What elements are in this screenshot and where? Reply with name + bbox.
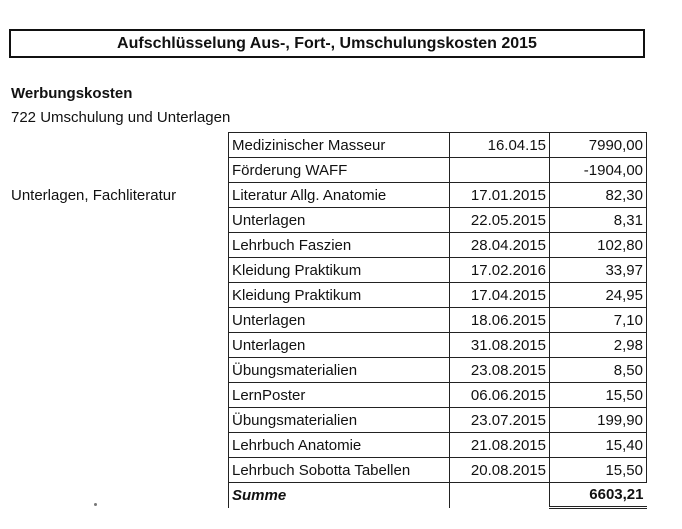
table-row (229, 233, 647, 258)
row-description: Förderung WAFF (229, 158, 450, 183)
table-row (229, 358, 647, 383)
row-date: 17.04.2015 (450, 283, 550, 308)
row-date: 16.04.15 (450, 133, 550, 158)
row-date: 17.02.2016 (450, 258, 550, 283)
row-amount: 15,50 (550, 458, 647, 483)
row-amount: 15,50 (550, 383, 647, 408)
row-description: LernPoster (229, 383, 450, 408)
table-row (229, 133, 647, 158)
row-amount: 24,95 (550, 283, 647, 308)
table-row (229, 383, 647, 408)
row-date: 18.06.2015 (450, 308, 550, 333)
row-description: Lehrbuch Anatomie (229, 433, 450, 458)
row-description: Übungsmaterialien (229, 358, 450, 383)
sum-amount: 6603,21 (550, 483, 647, 508)
row-amount: 199,90 (550, 408, 647, 433)
row-date: 31.08.2015 (450, 333, 550, 358)
row-description: Lehrbuch Faszien (229, 233, 450, 258)
sum-row (229, 483, 647, 508)
row-amount: 8,31 (550, 208, 647, 233)
row-date: 06.06.2015 (450, 383, 550, 408)
row-amount: 7,10 (550, 308, 647, 333)
cost-table (228, 132, 647, 509)
row-description: Medizinischer Masseur (229, 133, 450, 158)
category-label: Unterlagen, Fachliteratur (11, 187, 177, 204)
cost-table-body (229, 133, 647, 508)
scan-speck (94, 503, 97, 506)
row-description: Kleidung Praktikum (229, 283, 450, 308)
document-title-box (9, 29, 645, 58)
sum-date-empty (450, 483, 550, 508)
row-date: 23.08.2015 (450, 358, 550, 383)
row-amount: 2,98 (550, 333, 647, 358)
table-row (229, 408, 647, 433)
row-description: Übungsmaterialien (229, 408, 450, 433)
table-row (229, 458, 647, 483)
row-amount: 8,50 (550, 358, 647, 383)
table-row (229, 333, 647, 358)
row-date (450, 158, 550, 183)
sum-label: Summe (229, 483, 450, 508)
table-row (229, 308, 647, 333)
table-row (229, 258, 647, 283)
row-date: 23.07.2015 (450, 408, 550, 433)
row-date: 22.05.2015 (450, 208, 550, 233)
table-row (229, 283, 647, 308)
table-row (229, 183, 647, 208)
row-amount: 15,40 (550, 433, 647, 458)
row-date: 21.08.2015 (450, 433, 550, 458)
row-amount: 102,80 (550, 233, 647, 258)
row-description: Literatur Allg. Anatomie (229, 183, 450, 208)
row-description: Unterlagen (229, 208, 450, 233)
row-date: 20.08.2015 (450, 458, 550, 483)
sub-heading: 722 Umschulung und Unterlagen (11, 109, 231, 126)
row-description: Unterlagen (229, 308, 450, 333)
table-row (229, 158, 647, 183)
document-title: Aufschlüsselung Aus-, Fort-, Umschulungskosten 2015 (117, 34, 537, 52)
row-description: Lehrbuch Sobotta Tabellen (229, 458, 450, 483)
row-amount: 82,30 (550, 183, 647, 208)
row-amount: 33,97 (550, 258, 647, 283)
row-description: Unterlagen (229, 333, 450, 358)
table-row (229, 433, 647, 458)
row-date: 17.01.2015 (450, 183, 550, 208)
section-heading: Werbungskosten (11, 85, 133, 102)
row-date: 28.04.2015 (450, 233, 550, 258)
row-amount: 7990,00 (550, 133, 647, 158)
row-description: Kleidung Praktikum (229, 258, 450, 283)
table-row (229, 208, 647, 233)
row-amount: -1904,00 (550, 158, 647, 183)
